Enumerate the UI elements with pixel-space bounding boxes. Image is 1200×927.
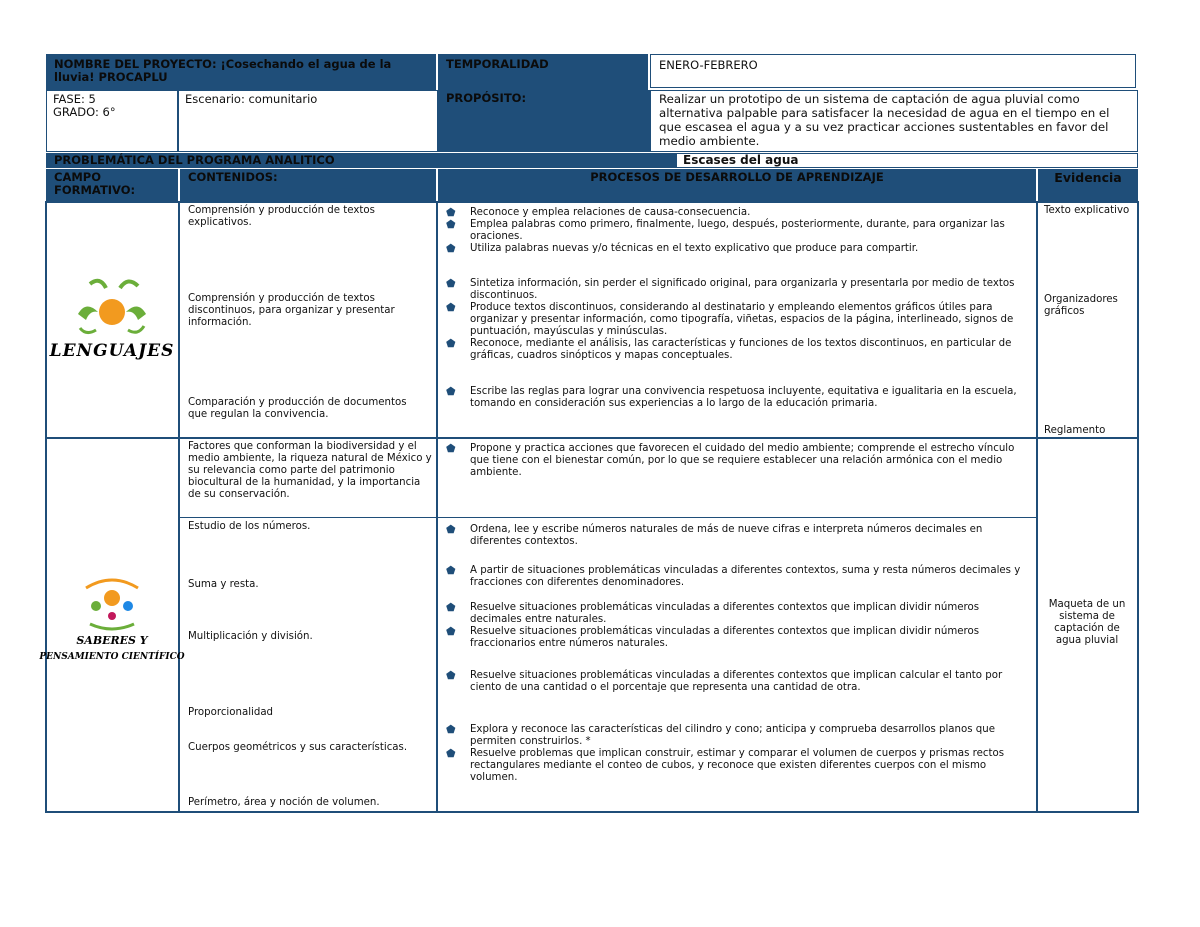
lenguajes-procesos-group-1	[440, 207, 1032, 255]
lenguajes-procesos-group-3	[440, 386, 1032, 410]
evidencia-reglamento: Reglamento	[1044, 425, 1106, 436]
pentagon-bullet-icon: ⬟	[446, 669, 456, 682]
lenguajes-contenido-2: Comprensión y producción de textos discontinuos, para organizar y presentar información.	[188, 293, 395, 328]
problematica-value-cell: Escases del agua	[676, 153, 1138, 168]
lenguajes-contenido-3: Comparación y producción de documentos que regulan la convivencia.	[188, 397, 407, 420]
saberes-proceso-3-4	[440, 602, 1032, 650]
pentagon-bullet-icon: ⬟	[446, 206, 456, 219]
pentagon-bullet-icon: ⬟	[446, 218, 456, 231]
project-header-table	[46, 54, 1138, 152]
list-item: ⬟ Resuelve situaciones problemáticas vinculadas a diferentes contextos que implican calcular el tanto por ciento de una cantidad o el porcentaje que representa una cantidad de otra.	[440, 670, 1032, 694]
saberes-contenido-4: Proporcionalidad	[188, 707, 274, 718]
lenguajes-logo-text: LENGUAJES	[49, 341, 175, 361]
fase-grado-cell	[46, 90, 178, 152]
pentagon-bullet-icon: ⬟	[446, 747, 456, 760]
evidencia-maqueta: Maqueta de un sistema de captación de agua pluvial	[1048, 599, 1126, 646]
saberes-logo	[39, 568, 185, 668]
pentagon-bullet-icon: ⬟	[446, 523, 456, 536]
saberes-logo-text-1: SABERES Y	[76, 634, 148, 647]
pentagon-bullet-icon: ⬟	[446, 723, 456, 736]
project-name-cell: NOMBRE DEL PROYECTO: ¡Cosechando el agua de la lluvia! PROCAPLU	[46, 54, 436, 90]
saberes-contenido-6: Perímetro, área y noción de volumen.	[188, 797, 380, 808]
list-item: ⬟ Escribe las reglas para lograr una convivencia respetuosa incluyente, equitativa e igualitaria en la escuela, tomando en consideración sus experiencias a lo largo de la educación primaria.	[440, 386, 1032, 410]
saberes-proceso-1	[440, 524, 1032, 548]
pentagon-bullet-icon: ⬟	[446, 625, 456, 638]
pentagon-bullet-icon: ⬟	[446, 442, 456, 455]
saberes-logo-art	[39, 568, 185, 668]
list-item: ⬟ Emplea palabras como primero, finalmente, luego, después, posteriormente, durante, para organizar las oraciones.	[440, 219, 1032, 243]
lenguajes-logo-art	[50, 262, 174, 372]
saberes-contenido-5: Cuerpos geométricos y sus características.	[188, 742, 408, 753]
list-item: ⬟ Propone y practica acciones que favorecen el cuidado del medio ambiente; comprende el estrecho vínculo que tiene con el bienestar común, por lo que se requiere establecer una relación armónica con el medio ambiente.	[440, 443, 1032, 479]
saberes-logo-text-2: PENSAMIENTO CIENTÍFICO	[39, 652, 185, 662]
evidencia-organizadores: Organizadores gráficos	[1044, 294, 1118, 317]
saberes-proceso-2	[440, 565, 1032, 589]
contenidos-header: CONTENIDOS:	[180, 169, 436, 202]
proposito-value-cell: Realizar un prototipo de un sistema de captación de agua pluvial como alternativa palpable para satisfacer la necesidad de agua en el tiempo en el que escasea el agua y a su vez practicar acciones sustentables en favor del medio ambiente.	[650, 90, 1138, 152]
saberes-proceso-5	[440, 670, 1032, 694]
temporalidad-label-cell: TEMPORALIDAD	[438, 54, 648, 90]
lenguajes-procesos-group-2	[440, 278, 1032, 362]
pentagon-bullet-icon: ⬟	[446, 385, 456, 398]
pentagon-bullet-icon: ⬟	[446, 242, 456, 255]
saberes-proceso-biodiversidad	[440, 443, 1032, 479]
pentagon-bullet-icon: ⬟	[446, 564, 456, 577]
evidencia-header: Evidencia	[1038, 169, 1138, 202]
pentagon-bullet-icon: ⬟	[446, 301, 456, 314]
escenario-cell: Escenario: comunitario	[178, 90, 438, 152]
pentagon-bullet-icon: ⬟	[446, 277, 456, 290]
fase-text: FASE: 5	[53, 92, 96, 106]
procesos-header: PROCESOS DE DESARROLLO DE APRENDIZAJE	[438, 169, 1036, 202]
campo-formativo-header: CAMPO FORMATIVO:	[46, 169, 178, 202]
lenguajes-logo	[50, 262, 174, 372]
saberes-contenido-2: Suma y resta.	[188, 579, 259, 590]
saberes-proceso-6-7	[440, 724, 1032, 784]
list-item: ⬟ Reconoce, mediante el análisis, las características y funciones de los textos discontinuos, en particular de gráficas, cuadros sinópticos y mapas conceptuales.	[440, 338, 1032, 362]
temporalidad-value-cell: ENERO-FEBRERO	[650, 54, 1136, 88]
list-item: ⬟ Resuelve situaciones problemáticas vinculadas a diferentes contextos que implican dividir números fraccionarios entre números naturales.	[440, 626, 1032, 650]
grado-text: GRADO: 6°	[53, 105, 116, 119]
list-item: ⬟ A partir de situaciones problemáticas vinculadas a diferentes contextos, suma y resta números decimales y fracciones con diferentes denominadores.	[440, 565, 1032, 589]
list-item: ⬟ Sintetiza información, sin perder el significado original, para organizarla y presentarla por medio de textos discontinuos.	[440, 278, 1032, 302]
list-item: ⬟ Resuelve situaciones problemáticas vinculadas a diferentes contextos que implican dividir números decimales entre naturales.	[440, 602, 1032, 626]
list-item: ⬟ Utiliza palabras nuevas y/o técnicas en el texto explicativo que produce para compartir.	[440, 243, 1032, 255]
list-item: ⬟ Produce textos discontinuos, considerando al destinatario y empleando elementos gráficos útiles para organizar y presentar información, como tipografía, viñetas, espacios de la página, interlineado, signos de puntuación, mayúsculas y minúsculas.	[440, 302, 1032, 338]
lenguajes-contenido-1: Comprensión y producción de textos explicativos.	[188, 205, 375, 228]
evidencia-texto-explicativo: Texto explicativo	[1044, 205, 1130, 216]
saberes-contenido-3: Multiplicación y división.	[188, 631, 313, 642]
list-item: ⬟ Reconoce y emplea relaciones de causa-consecuencia.	[440, 207, 1032, 219]
pentagon-bullet-icon: ⬟	[446, 601, 456, 614]
saberes-contenido-biodiversidad: Factores que conforman la biodiversidad y el medio ambiente, la riqueza natural de México y su relevancia como parte del patrimonio biocultural de la humanidad, y la importancia de su conservación.	[188, 441, 432, 500]
proposito-label-cell: PROPÓSITO:	[438, 90, 650, 152]
list-item: ⬟ Ordena, lee y escribe números naturales de más de nueve cifras e interpreta números decimales en diferentes contextos.	[440, 524, 1032, 548]
saberes-contenido-1: Estudio de los números.	[188, 521, 311, 532]
list-item: ⬟ Explora y reconoce las características del cilindro y cono; anticipa y comprueba desarrollos planos que permiten construirlos. *	[440, 724, 1032, 748]
list-item: ⬟ Resuelve problemas que implican construir, estimar y comparar el volumen de cuerpos y prismas rectos rectangulares mediante el conteo de cubos, y reconoce que existen diferentes cuerpos con el mismo volumen.	[440, 748, 1032, 784]
pentagon-bullet-icon: ⬟	[446, 337, 456, 350]
problematica-label-cell: PROBLEMÁTICA DEL PROGRAMA ANALITICO	[46, 153, 676, 168]
